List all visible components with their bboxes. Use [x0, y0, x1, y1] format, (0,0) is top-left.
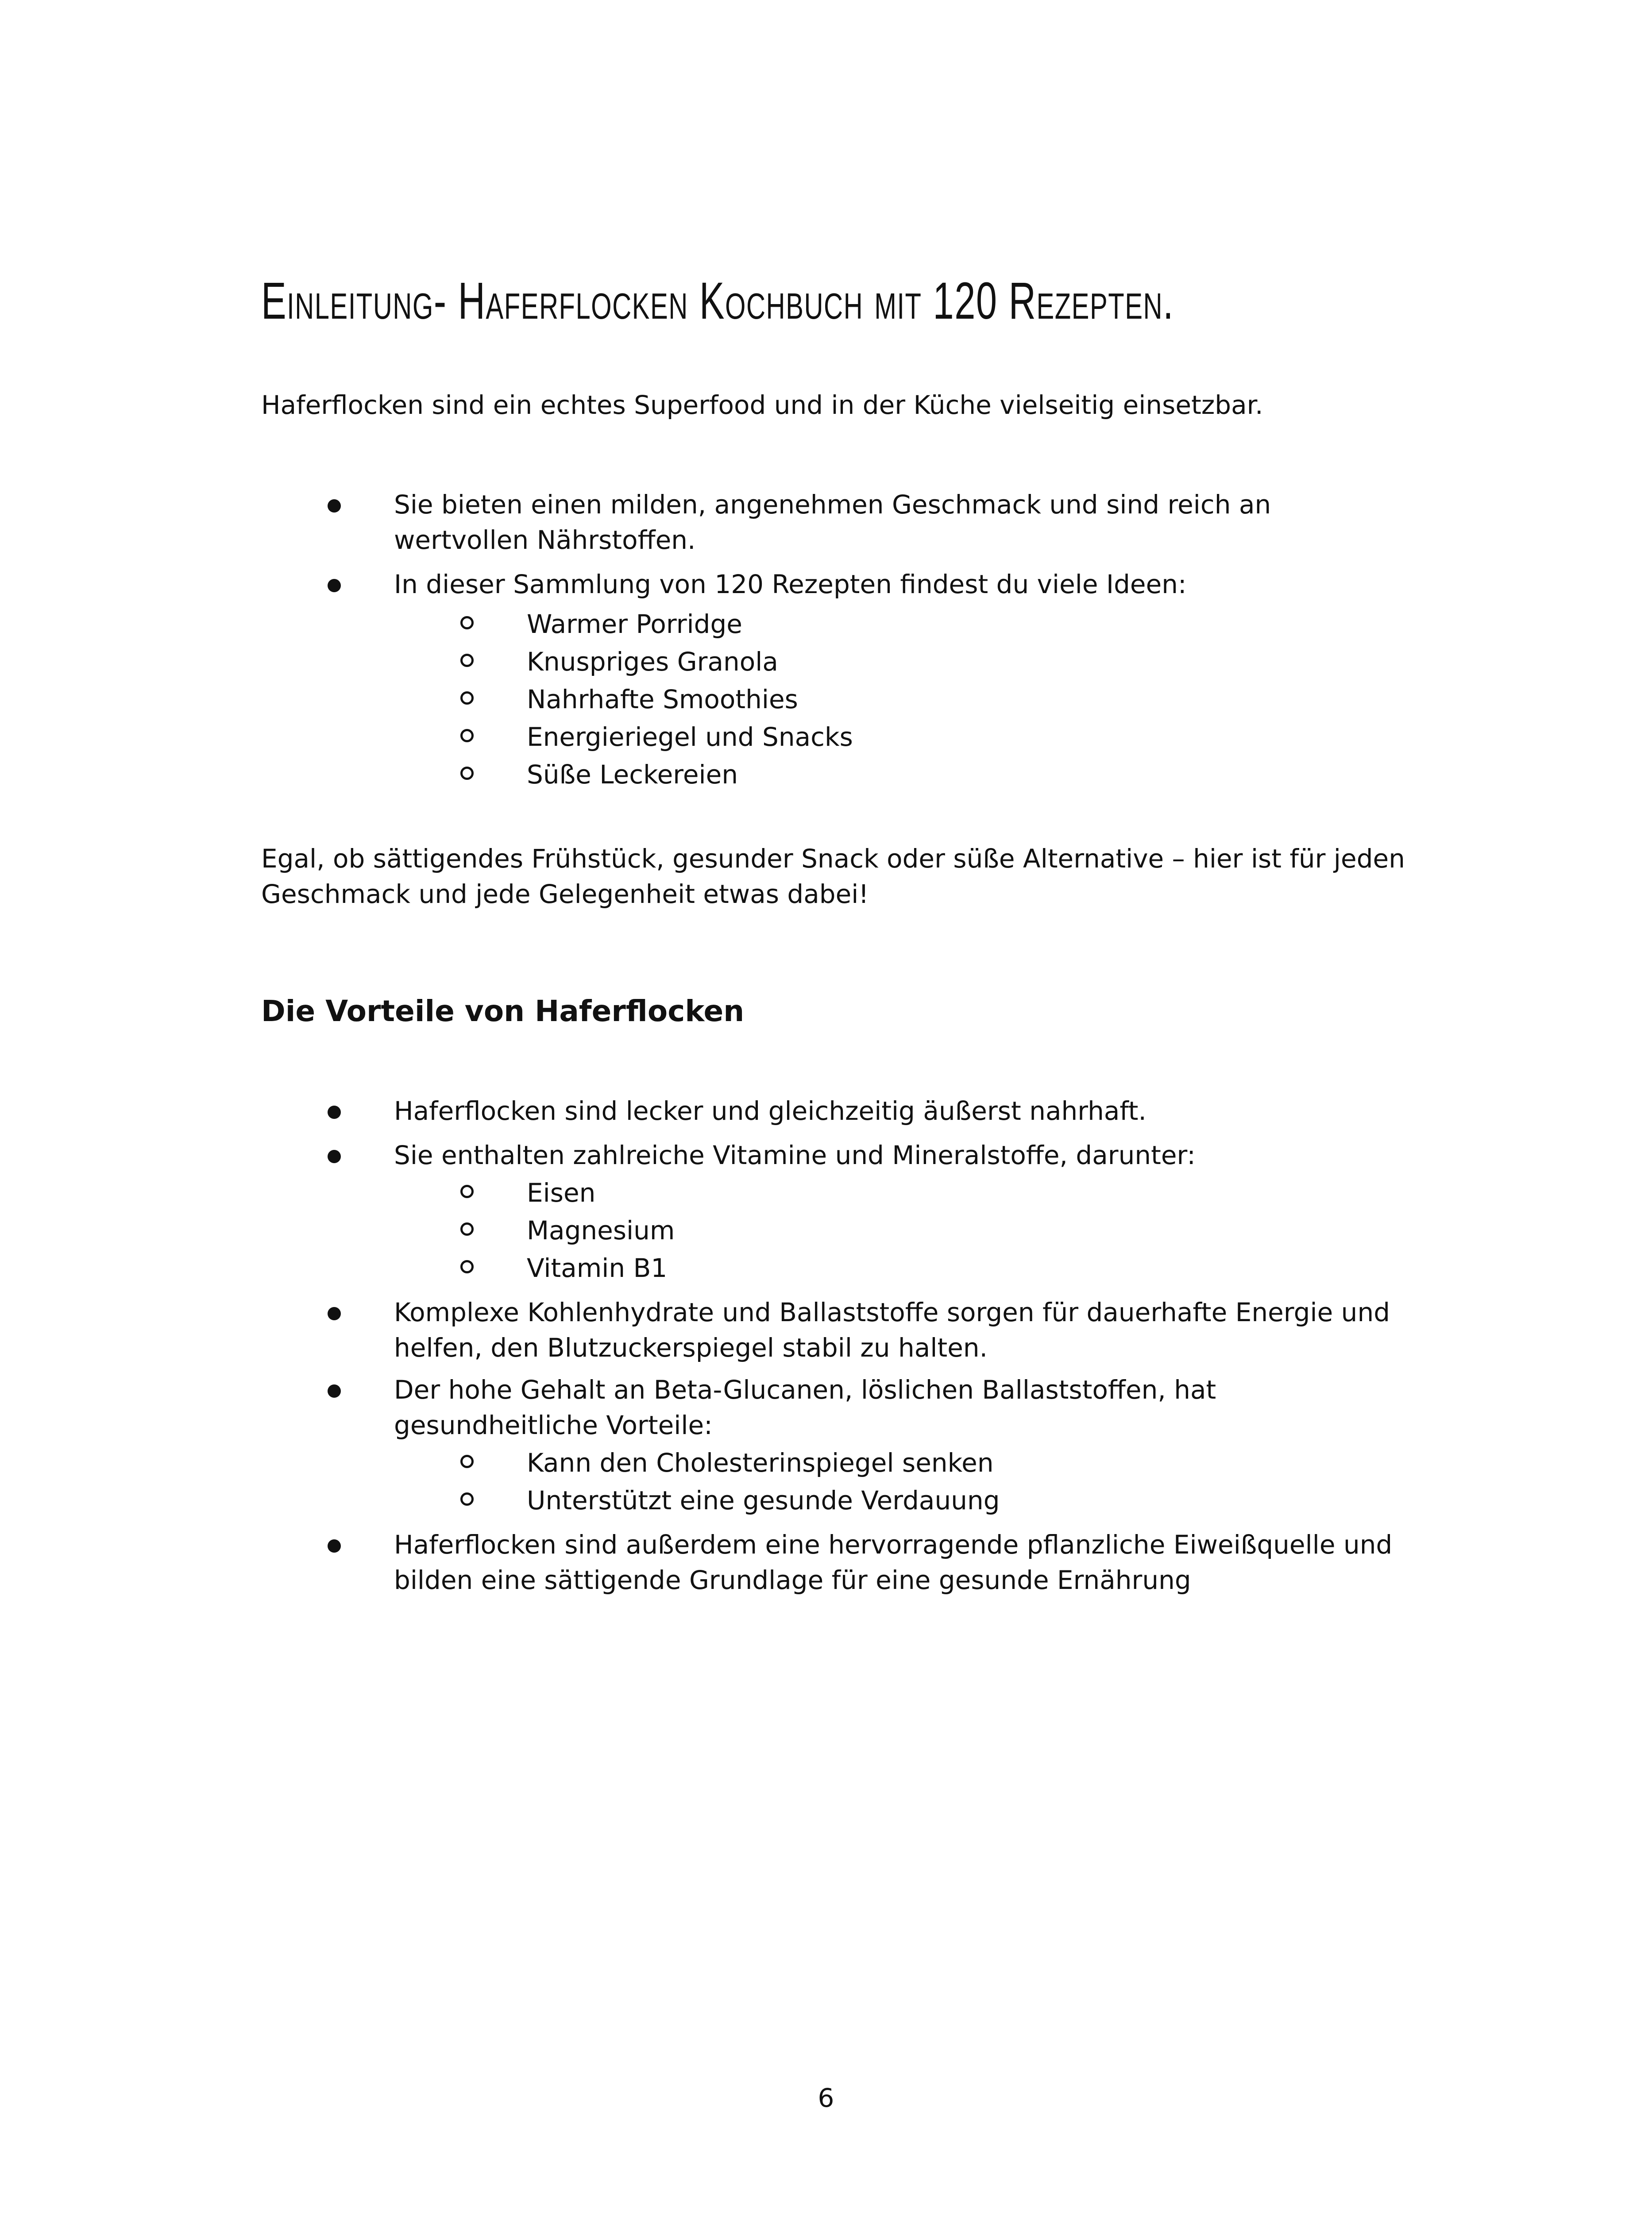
sub-list-item-text: Warmer Porridge: [527, 609, 742, 639]
list-item: [394, 1372, 1412, 1443]
section-heading: Die Vorteile von Haferflocken: [261, 994, 745, 1028]
sub-list-item: [527, 1445, 1412, 1480]
circle-bullet-icon: [460, 691, 474, 705]
page-number: 6: [818, 2083, 834, 2113]
sub-list-item-text: Nahrhafte Smoothies: [527, 684, 798, 714]
sub-list-item: [527, 1483, 1412, 1518]
page-title: Einleitung- Haferflocken Kochbuch mit 120 Rezepten.: [261, 272, 1174, 330]
sub-list-item: [527, 1250, 1412, 1286]
circle-bullet-icon: [460, 1492, 474, 1506]
list-item: [394, 1295, 1412, 1365]
list-item: [394, 487, 1412, 558]
bullet-icon: [328, 1106, 341, 1119]
sub-list-item: [527, 757, 1412, 792]
bullet-icon: [328, 1384, 341, 1398]
sub-list-item-text: Magnesium: [527, 1215, 675, 1245]
list-item-text: Sie bieten einen milden, angenehmen Geschmack und sind reich an wertvollen Nährstoffen.: [394, 490, 1271, 555]
sub-list-item: [527, 644, 1412, 679]
closing-paragraph: Egal, ob sättigendes Frühstück, gesunder Snack oder süße Alternative – hier ist für jeden Geschmack und jede Gelegenheit etwas dabei!: [261, 844, 1405, 909]
bullet-icon: [328, 499, 341, 513]
list-item: [394, 1093, 1412, 1129]
circle-bullet-icon: [460, 1260, 474, 1273]
list-item: [394, 1527, 1412, 1598]
sub-list-item: [527, 1175, 1412, 1211]
circle-bullet-icon: [460, 729, 474, 742]
intro-paragraph: Haferflocken sind ein echtes Superfood und in der Küche vielseitig einsetzbar.: [261, 390, 1263, 420]
circle-bullet-icon: [460, 1455, 474, 1468]
circle-bullet-icon: [460, 616, 474, 629]
bullet-icon: [328, 1539, 341, 1553]
bullet-icon: [328, 579, 341, 592]
sub-list-item-text: Knuspriges Granola: [527, 647, 778, 677]
circle-bullet-icon: [460, 1222, 474, 1236]
sub-list-item-text: Unterstützt eine gesunde Verdauung: [527, 1485, 1000, 1515]
list-item: [394, 1137, 1412, 1173]
sub-list-item-text: Energieriegel und Snacks: [527, 722, 853, 752]
sub-list-item: [527, 1213, 1412, 1248]
list-item-text: Haferflocken sind außerdem eine hervorragende pflanzliche Eiweißquelle und bilden eine sättigende Grundlage für eine gesunde Ernährung: [394, 1530, 1393, 1595]
bullet-icon: [328, 1307, 341, 1320]
circle-bullet-icon: [460, 1185, 474, 1198]
list-item-text: Sie enthalten zahlreiche Vitamine und Mineralstoffe, darunter:: [394, 1140, 1196, 1170]
sub-list-item-text: Kann den Cholesterinspiegel senken: [527, 1448, 994, 1478]
bullet-icon: [328, 1150, 341, 1163]
list-item-text: Der hohe Gehalt an Beta-Glucanen, löslichen Ballaststoffen, hat gesundheitliche Vorteile:: [394, 1375, 1216, 1440]
circle-bullet-icon: [460, 654, 474, 667]
list-item-text: Haferflocken sind lecker und gleichzeitig äußerst nahrhaft.: [394, 1096, 1146, 1126]
list-item-text: Komplexe Kohlenhydrate und Ballaststoffe sorgen für dauerhafte Energie und helfen, den Blutzuckerspiegel stabil zu halten.: [394, 1297, 1390, 1363]
sub-list-item: [527, 606, 1412, 642]
list-item: [394, 567, 1412, 602]
circle-bullet-icon: [460, 767, 474, 780]
sub-list-item-text: Eisen: [527, 1178, 596, 1208]
list-item-text: In dieser Sammlung von 120 Rezepten findest du viele Ideen:: [394, 569, 1187, 599]
sub-list-item-text: Süße Leckereien: [527, 760, 738, 790]
sub-list-item-text: Vitamin B1: [527, 1253, 668, 1283]
sub-list-item: [527, 682, 1412, 717]
sub-list-item: [527, 719, 1412, 755]
